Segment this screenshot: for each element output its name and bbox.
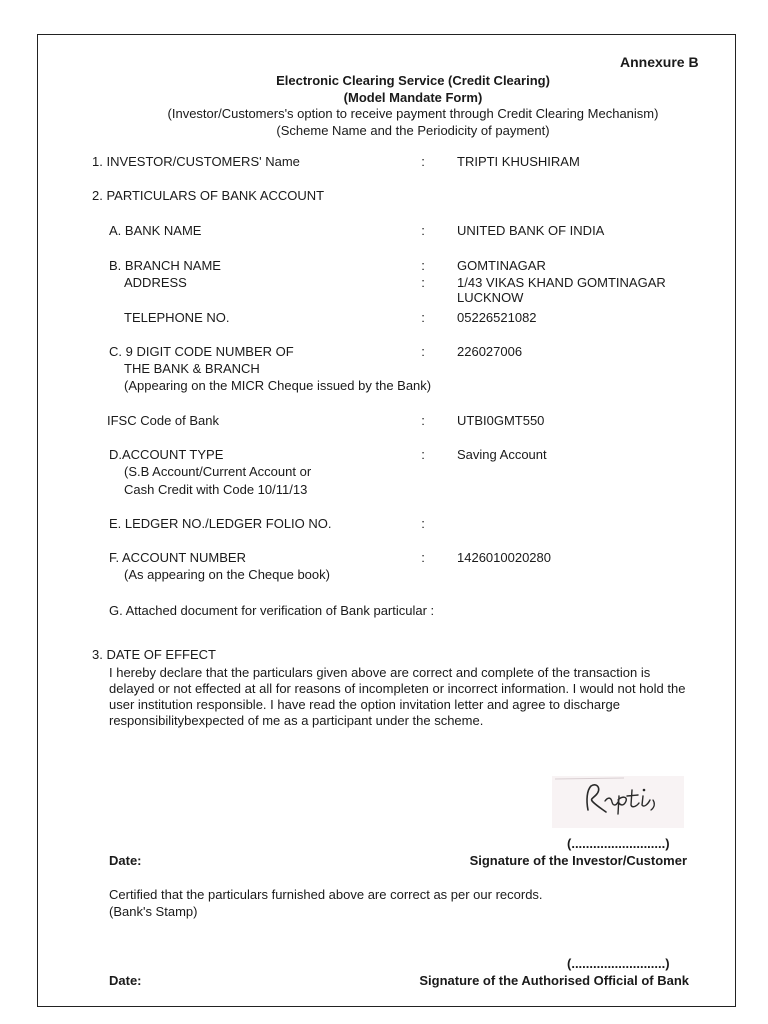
micr-code-label: C. 9 DIGIT CODE NUMBER OF (109, 344, 294, 359)
form-purpose: (Investor/Customers's option to receive payment through Credit Clearing Mechanism) (167, 106, 659, 121)
bank-signature-caption: Signature of the Authorised Official of Bank (419, 973, 689, 988)
separator: : (421, 275, 425, 290)
signature-scribble (552, 776, 684, 828)
separator: : (421, 413, 425, 428)
telephone-value: 05226521082 (457, 310, 537, 325)
separator: : (421, 310, 425, 325)
micr-code-note: (Appearing on the MICR Cheque issued by the Bank) (124, 378, 432, 393)
bank-name-value: UNITED BANK OF INDIA (457, 223, 605, 238)
bank-particulars-heading: 2. PARTICULARS OF BANK ACCOUNT (92, 188, 325, 203)
address-line-1: 1/43 VIKAS KHAND GOMTINAGAR (457, 275, 666, 290)
investor-signature-caption: Signature of the Investor/Customer (469, 853, 687, 868)
account-type-value: Saving Account (457, 447, 547, 462)
separator: : (421, 258, 425, 273)
bank-stamp-label: (Bank's Stamp) (109, 904, 198, 919)
branch-name-value: GOMTINAGAR (457, 258, 546, 273)
separator: : (421, 344, 425, 359)
date-of-effect-label: 3. DATE OF EFFECT (92, 647, 216, 662)
investor-name-label: 1. INVESTOR/CUSTOMERS' Name (92, 154, 300, 169)
scheme-line: (Scheme Name and the Periodicity of payment) (276, 123, 550, 138)
address-label: ADDRESS (124, 275, 187, 290)
account-number-label: F. ACCOUNT NUMBER (109, 550, 246, 565)
investor-date-label: Date: (109, 853, 142, 868)
account-type-label: D.ACCOUNT TYPE (109, 447, 224, 462)
form-subtitle: (Model Mandate Form) (343, 90, 483, 105)
attached-document-label: G. Attached document for verification of Bank particular : (109, 603, 435, 618)
account-type-note-1: (S.B Account/Current Account or (124, 464, 312, 479)
certification-text: Certified that the particulars furnished above are correct as per our records. (109, 887, 543, 902)
ledger-label: E. LEDGER NO./LEDGER FOLIO NO. (109, 516, 332, 531)
ifsc-label: IFSC Code of Bank (107, 413, 219, 428)
address-line-2: LUCKNOW (457, 290, 524, 305)
separator: : (421, 154, 425, 169)
form-title: Electronic Clearing Service (Credit Clearing) (276, 73, 550, 88)
investor-name-value: TRIPTI KHUSHIRAM (457, 154, 580, 169)
branch-name-label: B. BRANCH NAME (109, 258, 221, 273)
separator: : (421, 447, 425, 462)
bank-date-label: Date: (109, 973, 142, 988)
declaration-text: I hereby declare that the particulars given above are correct and complete of the transaction is delayed or not effected at all for reasons of incompleten or incorrect information. I would not hold the user institution responsible. I have read the option invitation letter and agree to discharge responsibilitybexpected of me as a participant under the scheme. (109, 665, 686, 728)
bank-signature-dots: (..........................) (567, 956, 670, 971)
ifsc-value: UTBI0GMT550 (457, 413, 545, 428)
account-type-note-2: Cash Credit with Code 10/11/13 (124, 482, 308, 497)
telephone-label: TELEPHONE NO. (124, 310, 230, 325)
annexure-label: Annexure B (620, 54, 699, 70)
investor-signature-image (552, 776, 684, 828)
micr-code-label-2: THE BANK & BRANCH (124, 361, 260, 376)
separator: : (421, 223, 425, 238)
micr-code-value: 226027006 (457, 344, 523, 359)
separator: : (421, 516, 425, 531)
separator: : (421, 550, 425, 565)
account-number-value: 1426010020280 (457, 550, 551, 565)
account-number-note: (As appearing on the Cheque book) (124, 567, 330, 582)
investor-signature-dots: (..........................) (567, 836, 670, 851)
bank-name-label: A. BANK NAME (109, 223, 202, 238)
